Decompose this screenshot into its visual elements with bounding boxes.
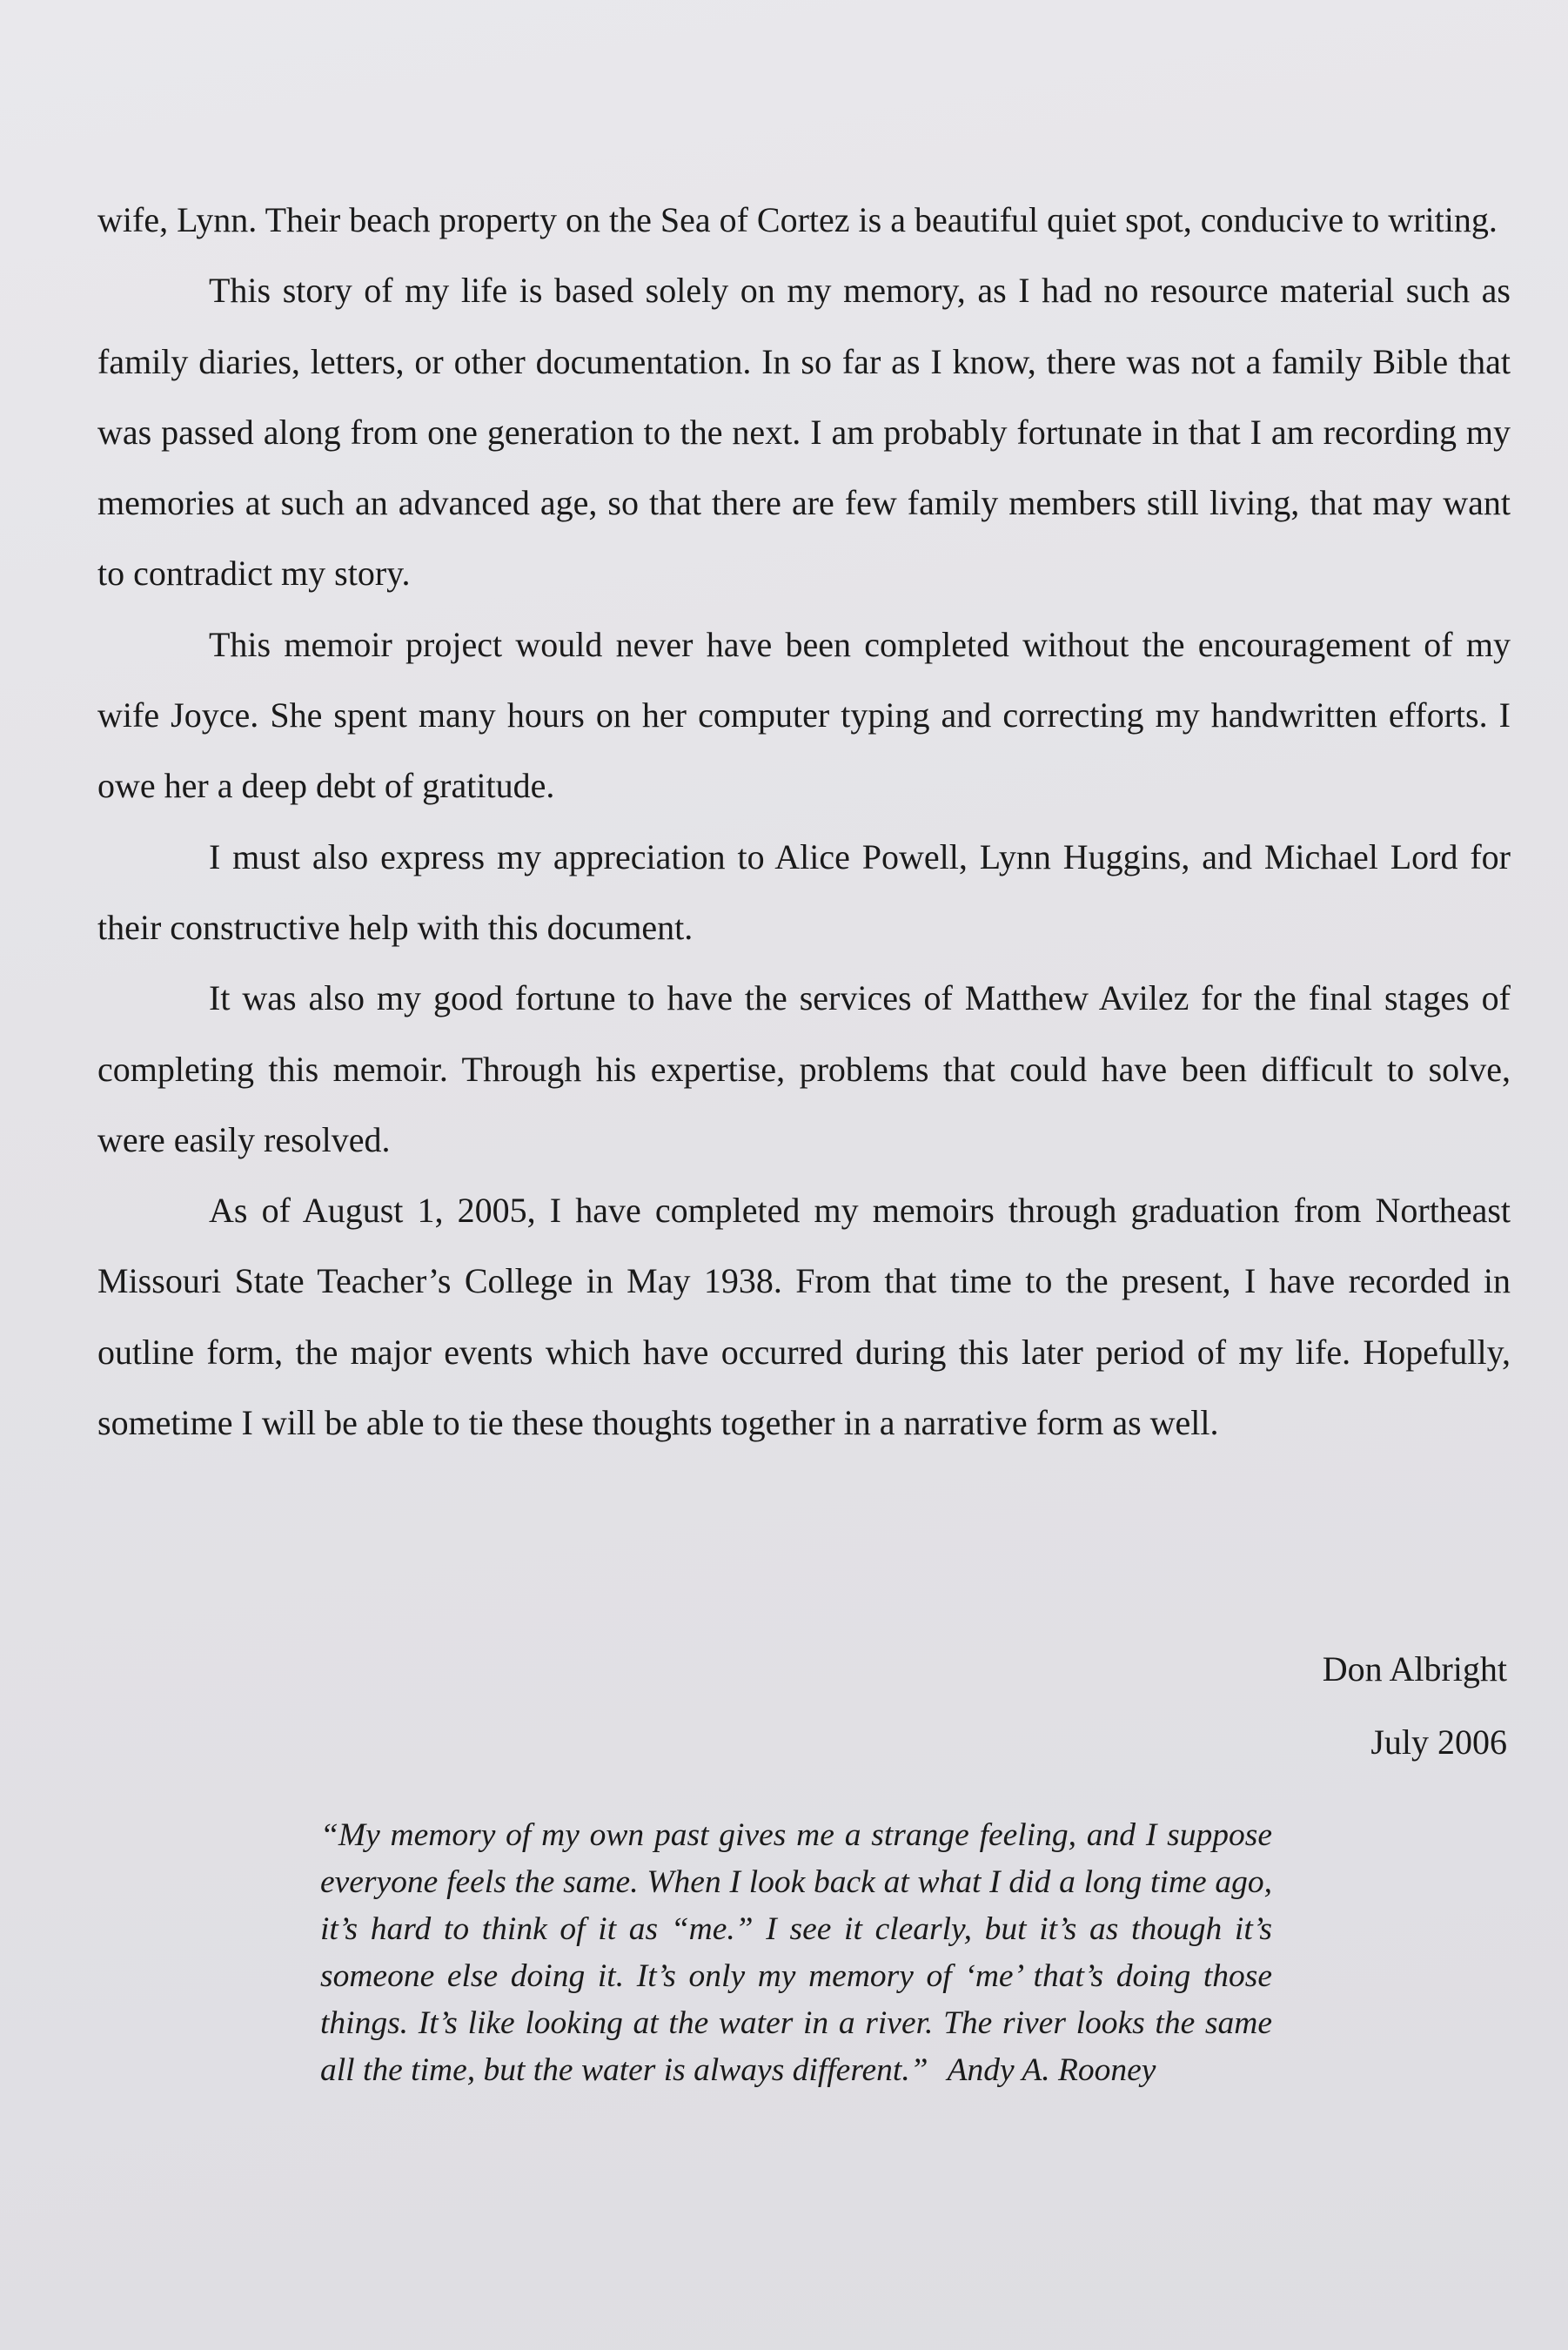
quote-text: “My memory of my own past gives me a strange feeling, and I suppose everyone feels the same. When I look back at what I did a long time ago, it’s hard to think of it as “me.” I see it clearly, but it’s as though it’s someone else doing it. It’s only my memory of ‘me’ that’s doing those things. It’s like looking at the water in a river. The river looks the same all the time, but the water is always different.” (320, 1817, 1272, 2088)
memoir-body (97, 185, 1511, 1458)
quote-attribution: Andy A. Rooney (947, 2052, 1156, 2088)
signature-date: July 2006 (1370, 1722, 1507, 1762)
paragraph-matthew-avilez: It was also my good fortune to have the services of Matthew Avilez for the final stages of completing this memoir. Through his expertise, problems that could have been difficult to solve, were easily resolved. (97, 978, 1511, 1159)
author-name: Don Albright (1322, 1649, 1507, 1689)
paragraph-completion-status: As of August 1, 2005, I have completed my memoirs through graduation from Northeast Missouri State Teacher’s College in May 1938. From that time to the present, I have recorded in outline form, the major events which have occurred during this later period of my life. Hopefully, sometime I will be able to tie these thoughts together in a narrative form as well. (97, 1191, 1511, 1443)
paragraph-continuation: wife, Lynn. Their beach property on the Sea of Cortez is a beautiful quiet spot, conducive to writing. (97, 200, 1498, 239)
epigraph-quote (320, 1812, 1272, 2094)
signature-block (1323, 1633, 1507, 1779)
paragraph-memory-source: This story of my life is based solely on my memory, as I had no resource material such as family diaries, letters, or other documentation. In so far as I know, there was not a family Bible that was passed along from one generation to the next. I am probably fortunate in that I am recording my memories at such an advanced age, so that there are few family members still living, that may want to contradict my story. (97, 271, 1511, 594)
paragraph-wife-thanks: This memoir project would never have been completed without the encouragement of my wife Joyce. She spent many hours on her computer typing and correcting my handwritten efforts. I owe her a deep debt of gratitude. (97, 624, 1511, 806)
paragraph-appreciation: I must also express my appreciation to Alice Powell, Lynn Huggins, and Michael Lord for their constructive help with this document. (97, 836, 1511, 947)
